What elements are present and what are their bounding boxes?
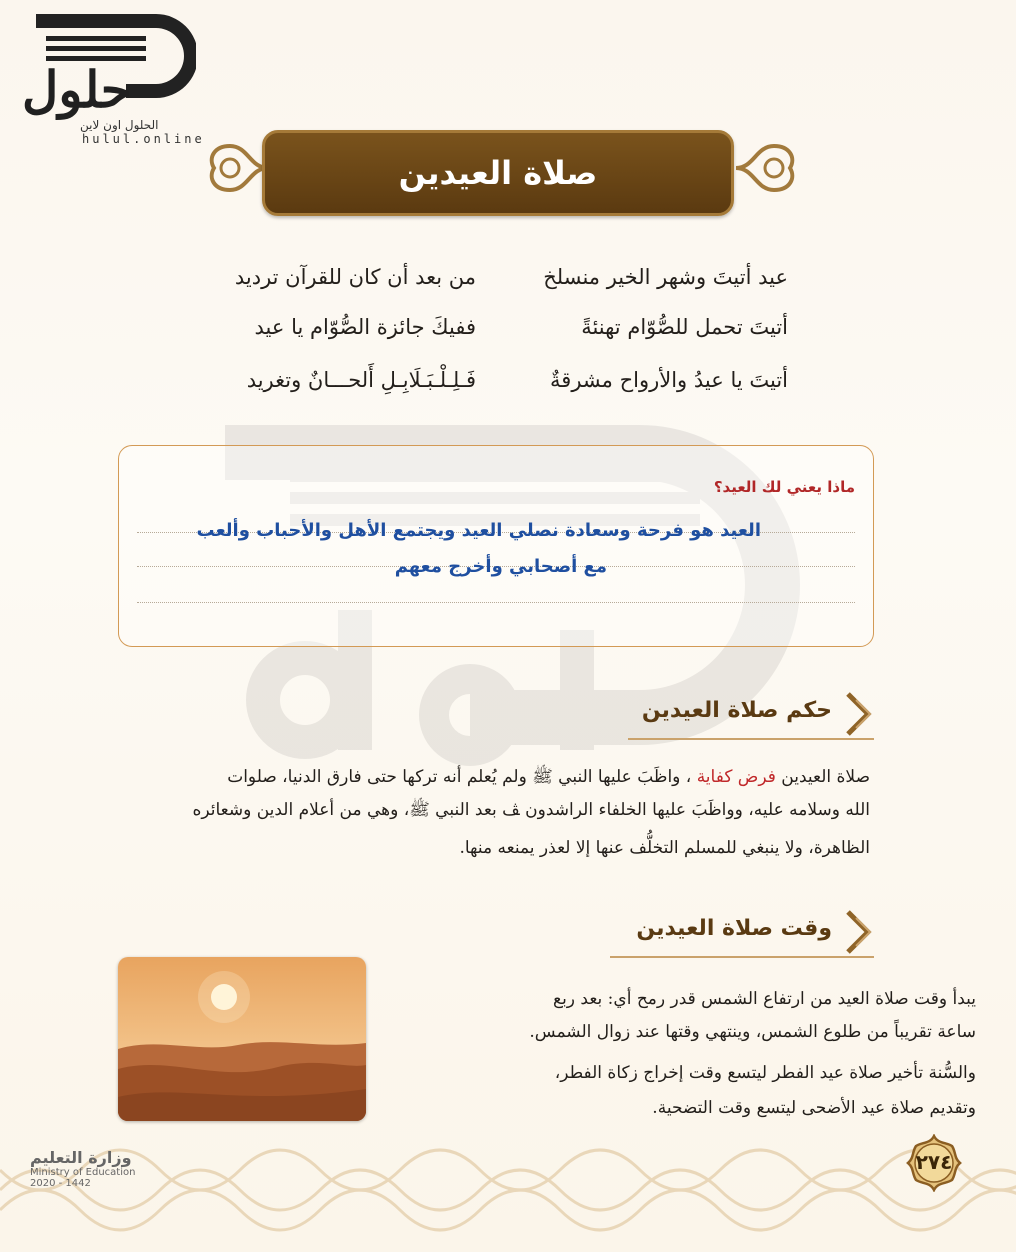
section-heading-ruling-text: حكم صلاة العيدين [641,698,832,723]
verse-2-right: أتيتَ تحمل للصُّوّام تهنئةً [581,315,788,339]
logo-text: حلول [22,60,132,119]
ruling-paragraph-line-3: الظاهرة، ولا ينبغي للمسلم التخلُّف عنها إلا لعذر يمنعه منها. [459,838,870,858]
title-banner [262,130,734,216]
ruling-text-b: ، واظَبَ عليها النبي ﷺ ولم يُعلم أنه تركها حتى فارق الدنيا، صلوات [227,767,692,787]
answer-text-line-1[interactable]: العيد هو فرحة وسعادة نصلي العيد ويجتمع الأهل والأحباب وألعب [196,520,761,541]
section-heading-time-text: وقت صلاة العيدين [636,916,832,941]
logo-subtitle: الحلول اون لاين [80,118,159,132]
verse-3-right: أتيتَ يا عيدُ والأرواح مشرقةٌ [550,368,788,392]
desert-sunrise-photo [118,957,366,1121]
chevron-ornament-icon [844,908,874,956]
verse-1-right: عيد أتيتَ وشهر الخير منسلخ [543,265,788,289]
answer-text-line-2[interactable]: مع أصحابي وأخرج معهم [394,556,607,577]
ministry-year: 2020 - 1442 [30,1178,91,1189]
verse-3-left: فَـلِـلْـبَـلَابِـلِ أَلحـــانٌ وتغريد [246,368,476,392]
time-paragraph-line-3: والسُّنة تأخير صلاة عيد الفطر ليتسع وقت إخراج زكاة الفطر، [554,1063,976,1083]
left-ornament-icon [200,136,270,200]
ministry-name-en: Ministry of Education [30,1167,136,1178]
right-ornament-icon [734,136,804,200]
time-paragraph-line-1: يبدأ وقت صلاة العيد من ارتفاع الشمس قدر رمح أي: بعد ربع [553,989,976,1009]
hulul-logo [16,8,205,148]
ministry-logo [30,1148,150,1228]
ruling-highlight: فرض كفاية [696,767,776,787]
verse-2-left: ففيكَ جائزة الصُّوّام يا عيد [254,315,476,339]
logo-latin: hulul.online [82,132,205,146]
ruling-text-a: صلاة العيدين [781,767,870,787]
question-label: ماذا يعني لك العيد؟ [713,478,855,496]
ministry-name-ar: وزارة التعليم [30,1148,132,1167]
ruling-paragraph-line-1 [227,761,870,794]
time-paragraph-line-4: وتقديم صلاة عيد الأضحى ليتسع وقت التضحية. [652,1098,976,1118]
footer-pattern [0,1130,1016,1252]
page-number-badge [904,1134,964,1192]
ruling-paragraph-line-2: الله وسلامه عليه، وواظَبَ عليها الخلفاء الراشدون ﭫ بعد النبي ﷺ، وهي من أعلام الدين وشعائره [192,800,870,820]
section-heading-time [610,908,874,958]
time-paragraph-line-2: ساعة تقريباً من طلوع الشمس، وينتهي وقتها عند زوال الشمس. [529,1022,976,1042]
answer-line [137,602,855,603]
verse-1-left: من بعد أن كان للقرآن ترديد [234,265,476,289]
page-number: ٢٧٤ [915,1150,953,1174]
page-title: صلاة العيدين [398,154,598,192]
section-heading-ruling [628,690,874,740]
question-box [118,445,874,647]
chevron-ornament-icon [844,690,874,738]
